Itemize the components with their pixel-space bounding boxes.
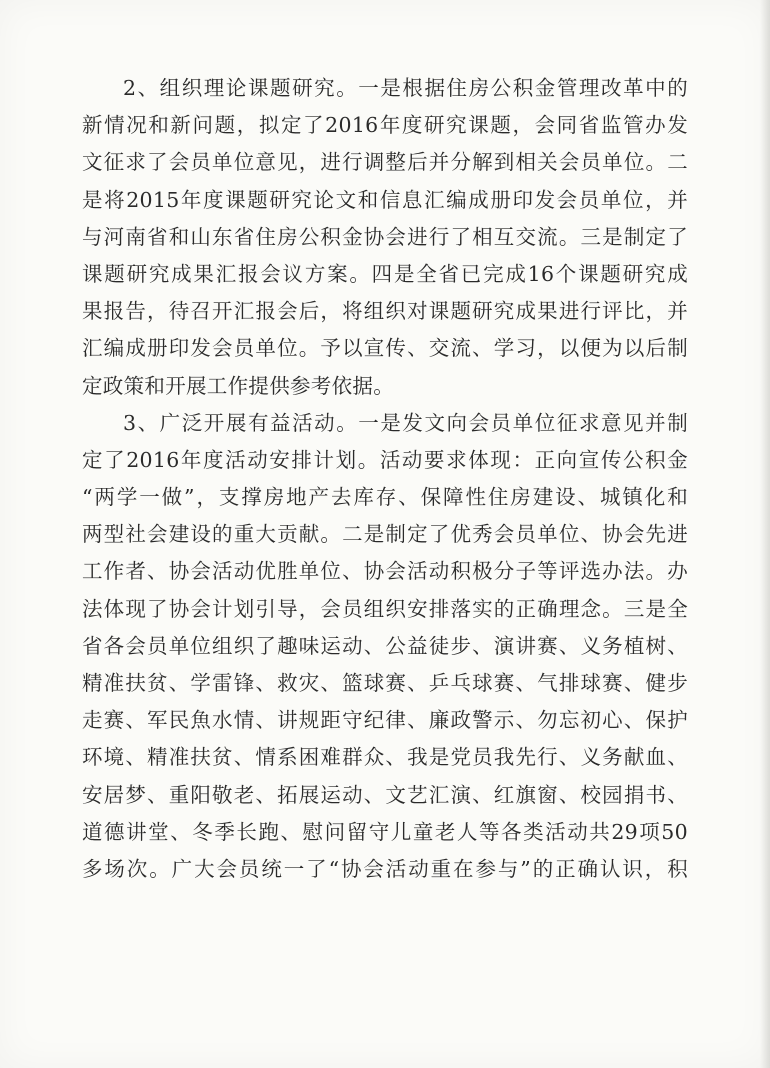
text-line: 课题研究成果汇报会议方案。四是全省已完成16个课题研究成 xyxy=(82,261,688,286)
text-line: 道德讲堂、冬季长跑、慰问留守儿童老人等各类活动共29项50 xyxy=(82,819,688,844)
text-line: 工作者、协会活动优胜单位、协会活动积极分子等评选办法。办 xyxy=(82,559,688,584)
text-line: 是将2015年度课题研究论文和信息汇编成册印发会员单位，并 xyxy=(82,187,688,212)
text-line: 走赛、军民魚水情、讲规距守纪律、廉政警示、勿忘初心、保护 xyxy=(82,708,688,733)
paragraph-2-theory-research xyxy=(82,70,688,405)
text-line: 果报告，待召开汇报会后，将组织对课题研究成果进行评比，并 xyxy=(82,299,688,324)
text-line: 文征求了会员单位意见，进行调整后并分解到相关会员单位。二 xyxy=(82,150,688,175)
text-line: 法体现了协会计划引导，会员组织安排落实的正确理念。三是全 xyxy=(82,596,688,621)
text-line: 两型社会建设的重大贡献。二是制定了优秀会员单位、协会先进 xyxy=(82,522,688,547)
text-line: 3、广泛开展有益活动。一是发文向会员单位征求意见并制 xyxy=(123,410,688,435)
text-line: 省各会员单位组织了趣味运动、公益徒步、演讲赛、义务植树、 xyxy=(82,633,688,658)
text-line: 定了2016年度活动安排计划。活动要求体现：正向宣传公积金 xyxy=(82,447,688,472)
text-line: 安居梦、重阳敬老、拓展运动、文艺汇演、红旗窗、校园捐书、 xyxy=(82,782,688,807)
text-line: 汇编成册印发会员单位。予以宣传、交流、学习，以便为以后制 xyxy=(82,336,688,361)
text-line: 精准扶贫、学雷锋、救灾、篮球赛、乒乓球赛、气排球赛、健步 xyxy=(82,671,688,695)
text-line: “两学一做”，支撑房地产去库存、保障性住房建设、城镇化和 xyxy=(82,485,688,510)
text-line: 环境、精准扶贫、情系困难群众、我是党员我先行、义务献血、 xyxy=(82,745,688,770)
paragraph-3-activities xyxy=(82,405,688,888)
document-body xyxy=(82,70,688,888)
text-line: 新情况和新问题，拟定了2016年度研究课题，会同省监管办发 xyxy=(82,113,688,138)
text-line: 与河南省和山东省住房公积金协会进行了相互交流。三是制定了 xyxy=(82,224,688,249)
text-line: 2、组织理论课题研究。一是根据住房公积金管理改革中的 xyxy=(123,76,688,100)
text-line: 多场次。广大会员统一了“协会活动重在参与”的正确认识，积 xyxy=(82,856,688,881)
text-line: 定政策和开展工作提供参考依据。 xyxy=(82,373,394,398)
